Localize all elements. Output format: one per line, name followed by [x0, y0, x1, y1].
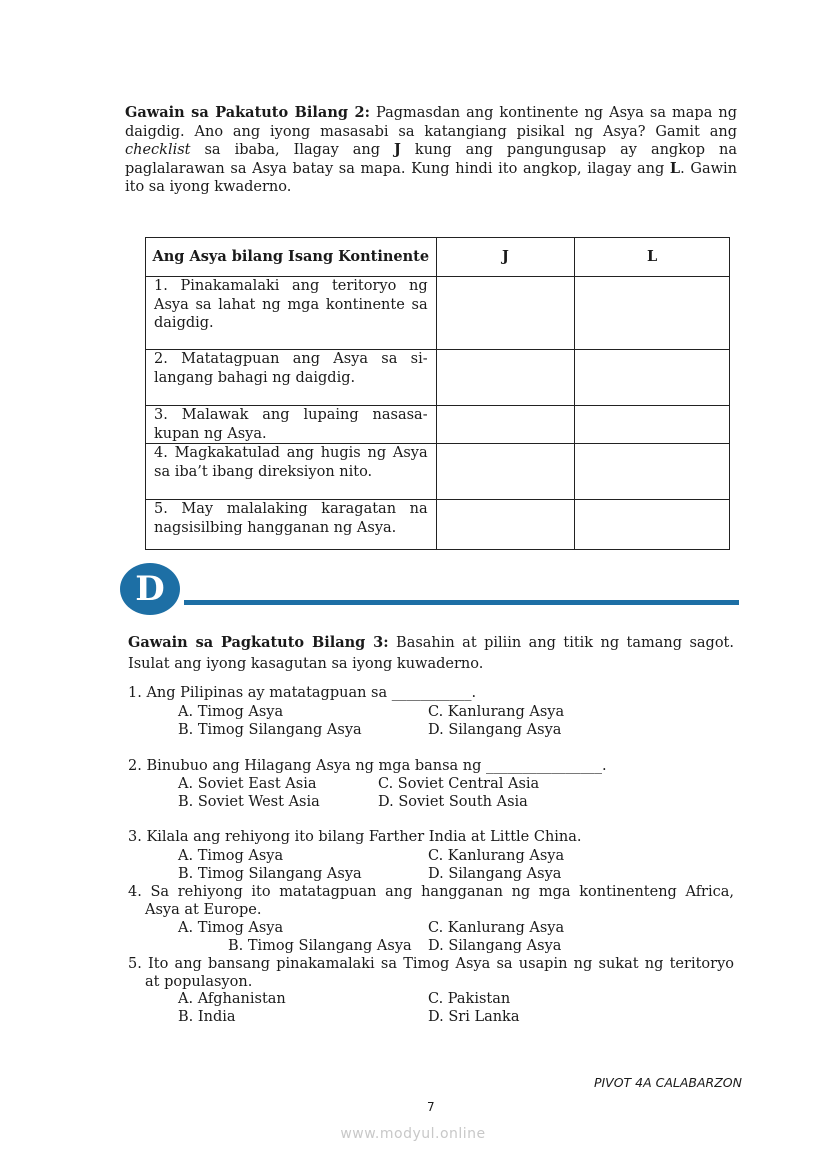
gawain-3-text: Basahin at piliin ang titik ng tamang sagot. Isulat ang iyong kasagutan sa iyong kuwaderno. — [128, 635, 734, 672]
gawain-2-instructions — [125, 104, 737, 197]
j-cell[interactable] — [436, 500, 575, 550]
option: A. Afghanistan — [178, 991, 286, 1007]
question-2-stem: 2. Binubuo ang Hilagang Asya ng mga bansa ng ________________. — [128, 758, 607, 774]
option: D. Silangang Asya — [428, 722, 562, 738]
option: C. Kanlurang Asya — [428, 704, 565, 720]
option: B. Timog Silangang Asya — [178, 722, 362, 738]
statement-cell: 5. May malalaking karagatan na nagsisilbing hangganan ng Asya. — [146, 500, 437, 550]
gawain-3-instructions — [128, 632, 734, 675]
l-cell[interactable] — [575, 444, 730, 500]
option: B. Timog Silangang Asya — [178, 866, 362, 882]
option: D. Soviet South Asia — [378, 794, 528, 810]
section-d-badge: D — [120, 563, 180, 615]
l-letter: L — [669, 159, 681, 177]
gawain-2-title: Gawain sa Pakatuto Bilang 2: — [125, 104, 370, 121]
header-l: L — [575, 238, 730, 277]
j-cell[interactable] — [436, 444, 575, 500]
header-j: J — [436, 238, 575, 277]
j-cell[interactable] — [436, 277, 575, 350]
table-row — [146, 500, 730, 550]
table-row — [146, 406, 730, 444]
gawain-2-text-2: sa ibaba, Ilagay ang — [190, 142, 395, 158]
option: A. Timog Asya — [178, 848, 284, 864]
option: B. Soviet West Asia — [178, 794, 320, 810]
statement-cell: 4. Magkakatulad ang hugis ng Asya sa iba’t ibang direksiyon nito. — [146, 444, 437, 500]
option: D. Sri Lanka — [428, 1009, 520, 1025]
option: C. Kanlurang Asya — [428, 848, 565, 864]
option: A. Timog Asya — [178, 704, 284, 720]
option: A. Soviet East Asia — [178, 776, 317, 792]
gawain-2-text-3: kung ang pangungusap ay angkop na paglalarawan sa Asya batay sa mapa. Kung hindi ito angkop, ilagay ang — [125, 142, 737, 177]
question-3-stem: 3. Kilala ang rehiyong ito bilang Farther India at Little China. — [128, 829, 582, 845]
checklist-word: checklist — [125, 142, 191, 158]
table-header-row — [146, 238, 730, 277]
option: C. Pakistan — [428, 991, 511, 1007]
gawain-3-title: Gawain sa Pagkatuto Bilang 3: — [128, 634, 389, 651]
table-row — [146, 350, 730, 406]
section-divider-line — [184, 600, 739, 605]
question-4-stem-cont: Asya at Europe. — [145, 902, 262, 918]
header-statement: Ang Asya bilang Isang Kontinente — [146, 238, 437, 277]
page-number: 7 — [427, 1100, 435, 1114]
option: D. Silangang Asya — [428, 866, 562, 882]
question-5-stem-cont: at populasyon. — [145, 974, 253, 990]
l-cell[interactable] — [575, 500, 730, 550]
gawain-2-text-4: . Gawin ito sa iyong kwaderno. — [125, 160, 737, 195]
option: A. Timog Asya — [178, 920, 284, 936]
j-letter: J — [394, 141, 401, 158]
gawain-2-text: Pagmasdan ang kontinente ng Asya sa mapa ng daigdig. Ano ang iyong masasabi sa katangiang pisikal ng Asya? Gamit ang — [125, 105, 737, 140]
l-cell[interactable] — [575, 350, 730, 406]
option: D. Silangang Asya — [428, 938, 562, 954]
l-cell[interactable] — [575, 277, 730, 350]
statement-cell: 3. Malawak ang lupaing nasasa-kupan ng Asya. — [146, 406, 437, 444]
option: B. India — [178, 1009, 236, 1025]
question-1-stem: 1. Ang Pilipinas ay matatagpuan sa ___________. — [128, 685, 477, 701]
footer-label: PIVOT 4A CALABARZON — [593, 1075, 742, 1090]
option: C. Soviet Central Asia — [378, 776, 540, 792]
table-row — [146, 277, 730, 350]
question-5-stem: 5. Ito ang bansang pinakamalaki sa Timog Asya sa usapin ng sukat ng teritoryo — [128, 956, 734, 972]
checklist-table — [145, 237, 730, 550]
j-cell[interactable] — [436, 406, 575, 444]
watermark: www.modyul.online — [340, 1126, 486, 1142]
statement-cell: 2. Matatagpuan ang Asya sa si-langang bahagi ng daigdig. — [146, 350, 437, 406]
question-4-stem: 4. Sa rehiyong ito matatagpuan ang hangganan ng mga kontinenteng Africa, — [128, 884, 734, 900]
option: B. Timog Silangang Asya — [228, 938, 412, 954]
table-row — [146, 444, 730, 500]
option: C. Kanlurang Asya — [428, 920, 565, 936]
l-cell[interactable] — [575, 406, 730, 444]
statement-cell: 1. Pinakamalaki ang teritoryo ng Asya sa lahat ng mga kontinente sa daigdig. — [146, 277, 437, 350]
j-cell[interactable] — [436, 350, 575, 406]
